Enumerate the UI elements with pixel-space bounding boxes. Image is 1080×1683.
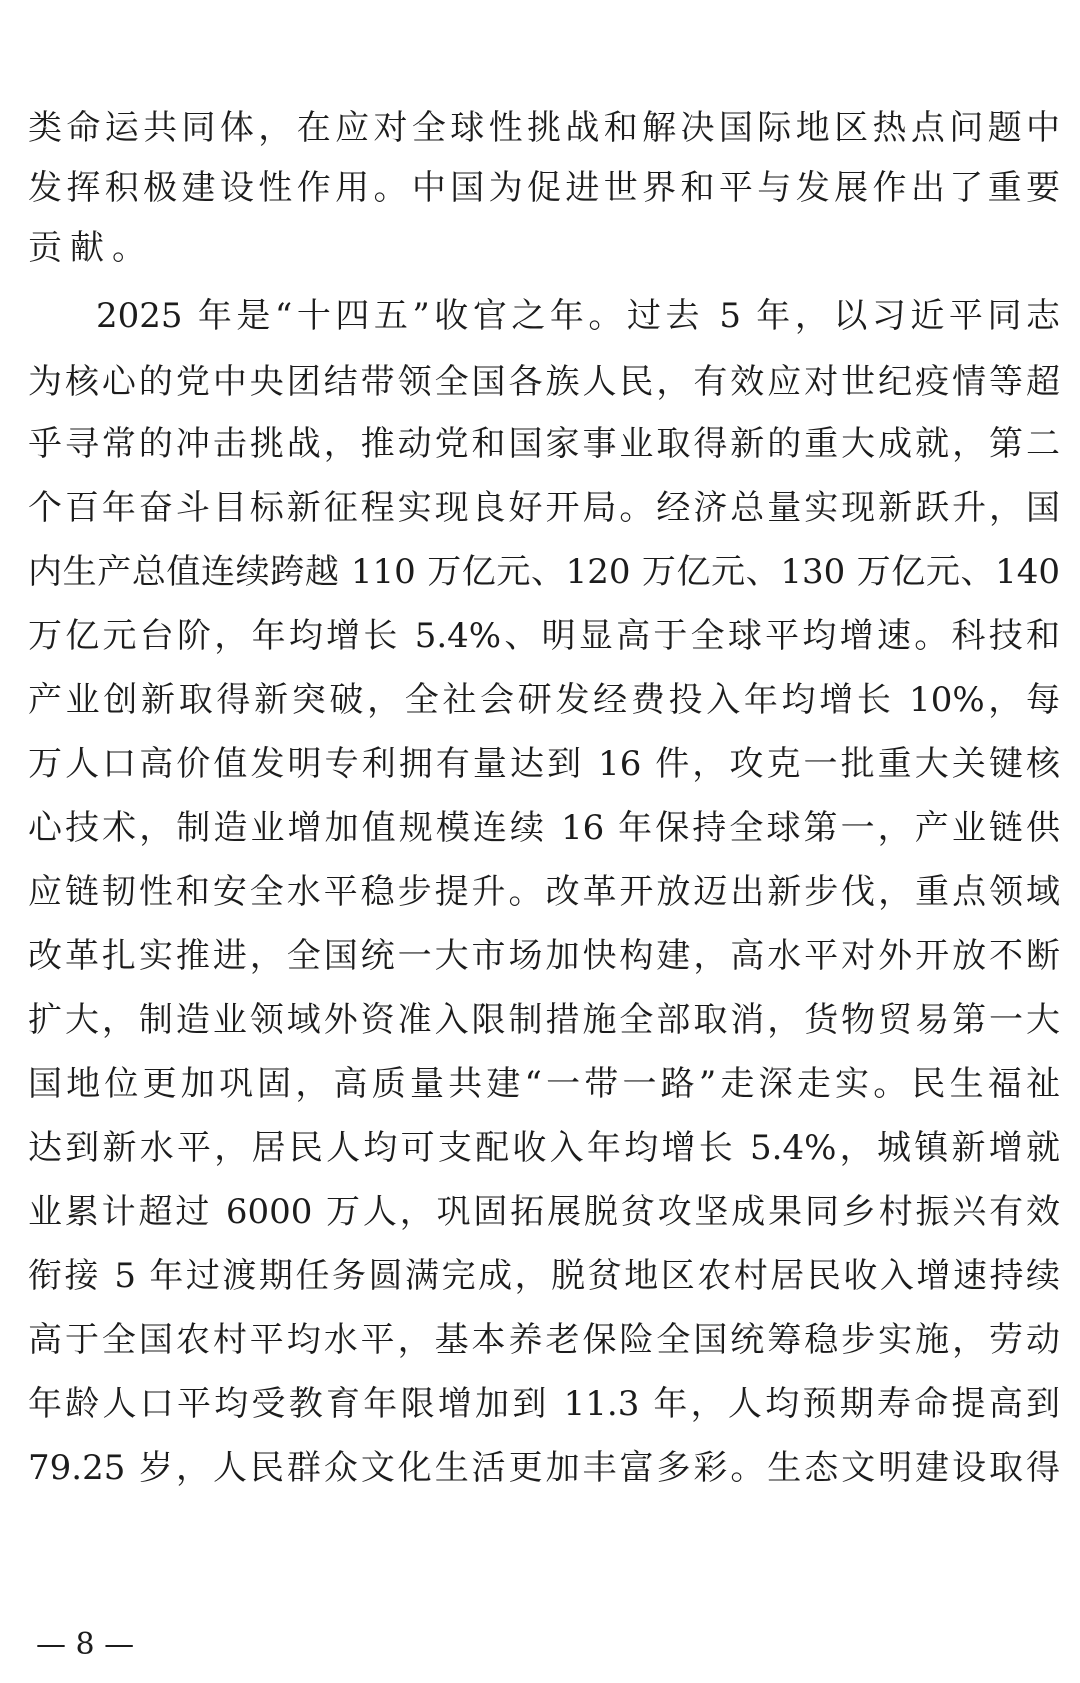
text-line: 79.25 岁，人民群众文化生活更加丰富多彩。生态文明建设取得 (28, 1448, 1060, 1488)
page-number: — 8 — (36, 1627, 135, 1662)
text-line: 贡献。 (28, 228, 154, 268)
text-line: 业累计超过 6000 万人，巩固拓展脱贫攻坚成果同乡村振兴有效 (28, 1192, 1060, 1232)
text-line: 为核心的党中央团结带领全国各族人民，有效应对世纪疫情等超 (28, 362, 1060, 402)
text-line: 乎寻常的冲击挑战，推动党和国家事业取得新的重大成就，第二 (28, 424, 1060, 464)
text-line: 应链韧性和安全水平稳步提升。改革开放迈出新步伐，重点领域 (28, 872, 1060, 912)
text-line: 国地位更加巩固，高质量共建“一带一路”走深走实。民生福祉 (28, 1064, 1060, 1104)
text-line: 个百年奋斗目标新征程实现良好开局。经济总量实现新跃升，国 (28, 488, 1060, 528)
text-line: 年龄人口平均受教育年限增加到 11.3 年，人均预期寿命提高到 (28, 1384, 1060, 1424)
text-line: 万人口高价值发明专利拥有量达到 16 件，攻克一批重大关键核 (28, 744, 1060, 784)
text-line: 产业创新取得新突破，全社会研发经费投入年均增长 10%，每 (28, 680, 1060, 720)
text-line: 高于全国农村平均水平，基本养老保险全国统筹稳步实施，劳动 (28, 1320, 1060, 1360)
text-line: 万亿元台阶，年均增长 5.4%、明显高于全球平均增速。科技和 (28, 616, 1060, 656)
text-line: 类命运共同体，在应对全球性挑战和解决国际地区热点问题中 (28, 108, 1060, 148)
text-line: 发挥积极建设性作用。中国为促进世界和平与发展作出了重要 (28, 168, 1060, 208)
text-line: 心技术，制造业增加值规模连续 16 年保持全球第一，产业链供 (28, 808, 1060, 848)
text-line: 衔接 5 年过渡期任务圆满完成，脱贫地区农村居民收入增速持续 (28, 1256, 1060, 1296)
text-line: 改革扎实推进，全国统一大市场加快构建，高水平对外开放不断 (28, 936, 1060, 976)
text-line: 内生产总值连续跨越 110 万亿元、120 万亿元、130 万亿元、140 (28, 552, 1060, 592)
text-line: 2025 年是“十四五”收官之年。过去 5 年，以习近平同志 (96, 296, 1060, 336)
text-line: 扩大，制造业领域外资准入限制措施全部取消，货物贸易第一大 (28, 1000, 1060, 1040)
text-line: 达到新水平，居民人均可支配收入年均增长 5.4%，城镇新增就 (28, 1128, 1060, 1168)
